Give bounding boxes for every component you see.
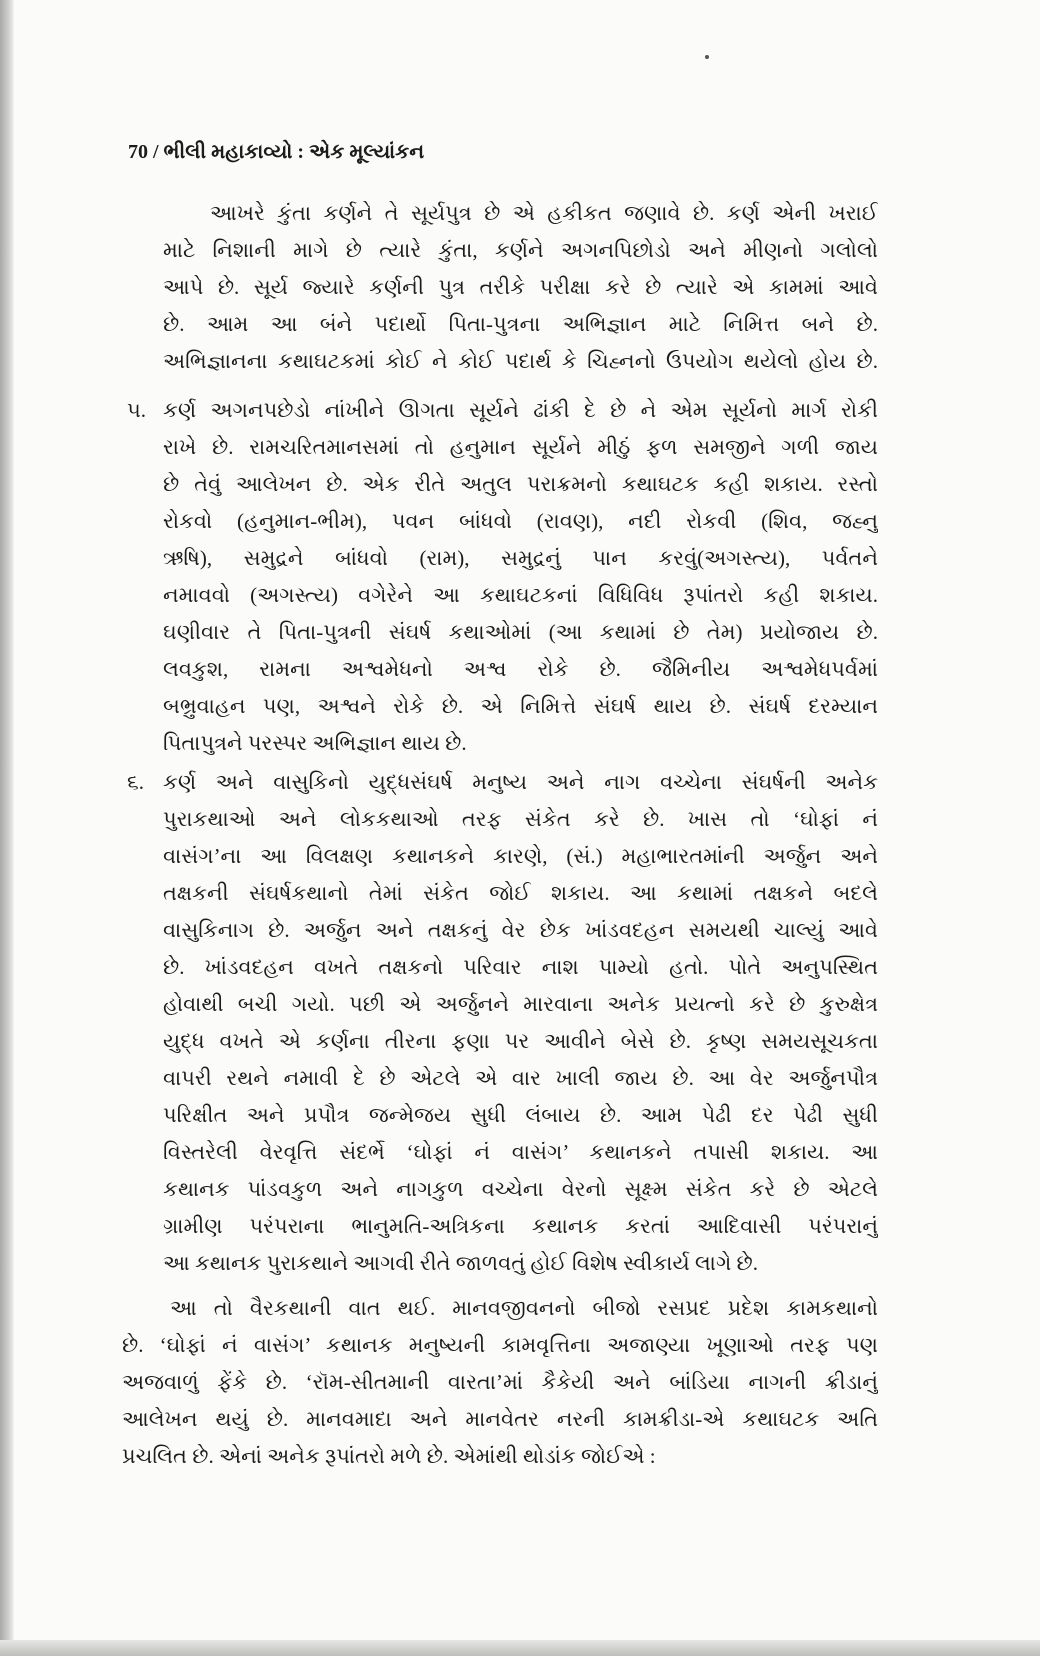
text-line: પિતાપુત્રને પરસ્પર અભિજ્ઞાન થાય છે. xyxy=(163,731,467,755)
text-line: વાસુકિનાગ છે. અર્જુન અને તક્ષકનું વેર છેક ખાંડવદહન સમયથી ચાલ્યું આવે xyxy=(163,918,878,942)
closing-paragraph xyxy=(122,1290,878,1475)
text-line: આ તો વૈરકથાની વાત થઈ. માનવજીવનનો બીજો રસપ્રદ પ્રદેશ કામકથાનો xyxy=(170,1296,878,1320)
numbered-item-6 xyxy=(127,764,878,1282)
text-line: અજવાળું ફેંકે છે. ‘રૉમ-સીતમાની વારતા’માં કૈકેયી અને બાંડિયા નાગની ક્રીડાનું xyxy=(122,1370,878,1394)
text-line: પરિક્ષીત અને પ્રપૌત્ર જન્મેજય સુધી લંબાય છે. આમ પેઢી દર પેઢી સુધી xyxy=(163,1103,878,1127)
text-line: કર્ણ અગનપછેડો નાંખીને ઊગતા સૂર્યને ઢાંકી દે છે ને એમ સૂર્યનો માર્ગ રોકી xyxy=(163,398,878,422)
text-line: લવકુશ, રામના અશ્વમેધનો અશ્વ રોકે છે. જૈમિનીય અશ્વમેધપર્વમાં xyxy=(163,657,878,681)
text-line: માટે નિશાની માગે છે ત્યારે કુંતા, કર્ણને અગનપિછોડો અને મીણનો ગલોલો xyxy=(163,238,878,262)
numbered-item-5 xyxy=(127,392,878,762)
text-line: કર્ણ અને વાસુકિનો યુદ્ધસંઘર્ષ મનુષ્ય અને નાગ વચ્ચેના સંઘર્ષની અનેક xyxy=(163,770,878,794)
scan-left-edge-shadow xyxy=(0,0,14,1656)
text-line: અભિજ્ઞાનના કથાઘટકમાં કોઈ ને કોઈ પદાર્થ કે ચિહ્નનો ઉપયોગ થયેલો હોય છે. xyxy=(163,349,878,373)
text-line: વાસંગ’ના આ વિલક્ષણ કથાનકને કારણે, (સં.) મહાભારતમાંની અર્જુન અને xyxy=(163,844,878,868)
text-line: નમાવવો (અગસ્ત્ય) વગેરેને આ કથાઘટકનાં વિધિવિધ રૂપાંતરો કહી શકાય. xyxy=(163,583,878,607)
text-line: વાપરી રથને નમાવી દે છે એટલે એ વાર ખાલી જાય છે. આ વેર અર્જુનપૌત્ર xyxy=(163,1066,878,1090)
text-line: રાખે છે. રામચરિતમાનસમાં તો હનુમાન સૂર્યને મીઠું ફળ સમજીને ગળી જાય xyxy=(163,435,878,459)
text-line: તક્ષકની સંઘર્ષકથાનો તેમાં સંકેત જોઈ શકાય. આ કથામાં તક્ષકને બદલે xyxy=(163,881,878,905)
text-line: આલેખન થયું છે. માનવમાદા અને માનવેતર નરની કામક્રીડા-એ કથાઘટક અતિ xyxy=(122,1407,878,1431)
text-line: કથાનક પાંડવકુળ અને નાગકુળ વચ્ચેના વેરનો સૂક્ષ્મ સંકેત કરે છે એટલે xyxy=(163,1177,878,1201)
text-line: ગ્રામીણ પરંપરાના ભાનુમતિ-અત્રિકના કથાનક કરતાં આદિવાસી પરંપરાનું xyxy=(163,1214,878,1238)
text-line: યુદ્ધ વખતે એ કર્ણના તીરના ફણા પર આવીને બેસે છે. કૃષ્ણ સમયસૂચકતા xyxy=(163,1029,878,1053)
item-number: ૫. xyxy=(127,398,147,422)
text-line: હોવાથી બચી ગયો. પછી એ અર્જુનને મારવાના અનેક પ્રયત્નો કરે છે કુરુક્ષેત્ર xyxy=(163,992,878,1016)
scan-speck xyxy=(705,55,709,59)
text-line: રોકવો (હનુમાન-ભીમ), પવન બાંધવો (રાવણ), નદી રોકવી (શિવ, જહ્નુ xyxy=(163,509,878,533)
text-line: બભ્રુવાહન પણ, અશ્વને રોકે છે. એ નિમિત્તે સંઘર્ષ થાય છે. સંઘર્ષ દરમ્યાન xyxy=(163,694,878,718)
text-line: વિસ્તરેલી વેરવૃત્તિ સંદર્ભે ‘ઘોફાં નં વાસંગ’ કથાનકને તપાસી શકાય. આ xyxy=(163,1140,878,1164)
text-line: આખરે કુંતા કર્ણને તે સૂર્યપુત્ર છે એ હકીકત જણાવે છે. કર્ણ એની ખરાઈ xyxy=(210,201,878,225)
scan-bottom-edge-shadow xyxy=(0,1640,1040,1656)
text-line: છે. ખાંડવદહન વખતે તક્ષકનો પરિવાર નાશ પામ્યો હતો. પોતે અનુપસ્થિત xyxy=(163,955,878,979)
text-line: છે. ‘ઘોફાં નં વાસંગ’ કથાનક મનુષ્યની કામવૃત્તિના અજાણ્યા ખૂણાઓ તરફ પણ xyxy=(122,1333,878,1357)
text-line: છે. આમ આ બંને પદાર્થો પિતા-પુત્રના અભિજ્ઞાન માટે નિમિત્ત બને છે. xyxy=(163,312,878,336)
running-header: 70 / ભીલી મહાકાવ્યો : એક મૂલ્યાંકન xyxy=(128,141,425,163)
text-line: ઘણીવાર તે પિતા-પુત્રની સંઘર્ષ કથાઓમાં (આ કથામાં છે તેમ) પ્રયોજાય છે. xyxy=(163,620,878,644)
text-line: ઋષિ), સમુદ્રને બાંધવો (રામ), સમુદ્રનું પાન કરવું(અગસ્ત્ય), પર્વતને xyxy=(163,546,878,570)
paragraph-continuation xyxy=(163,195,878,380)
text-line: પ્રચલિત છે. એનાં અનેક રૂપાંતરો મળે છે. એમાંથી થોડાંક જોઈએ : xyxy=(122,1444,656,1468)
text-line: પુરાકથાઓ અને લોકકથાઓ તરફ સંકેત કરે છે. ખાસ તો ‘ઘોફાં નં xyxy=(163,807,878,831)
text-line: આપે છે. સૂર્ય જ્યારે કર્ણની પુત્ર તરીકે પરીક્ષા કરે છે ત્યારે એ કામમાં આવે xyxy=(163,275,878,299)
item-number: ૬. xyxy=(127,770,145,794)
text-line: આ કથાનક પુરાકથાને આગવી રીતે જાળવતું હોઈ વિશેષ સ્વીકાર્ય લાગે છે. xyxy=(163,1251,759,1275)
text-line: છે તેવું આલેખન છે. એક રીતે અતુલ પરાક્રમનો કથાઘટક કહી શકાય. રસ્તો xyxy=(163,472,878,496)
